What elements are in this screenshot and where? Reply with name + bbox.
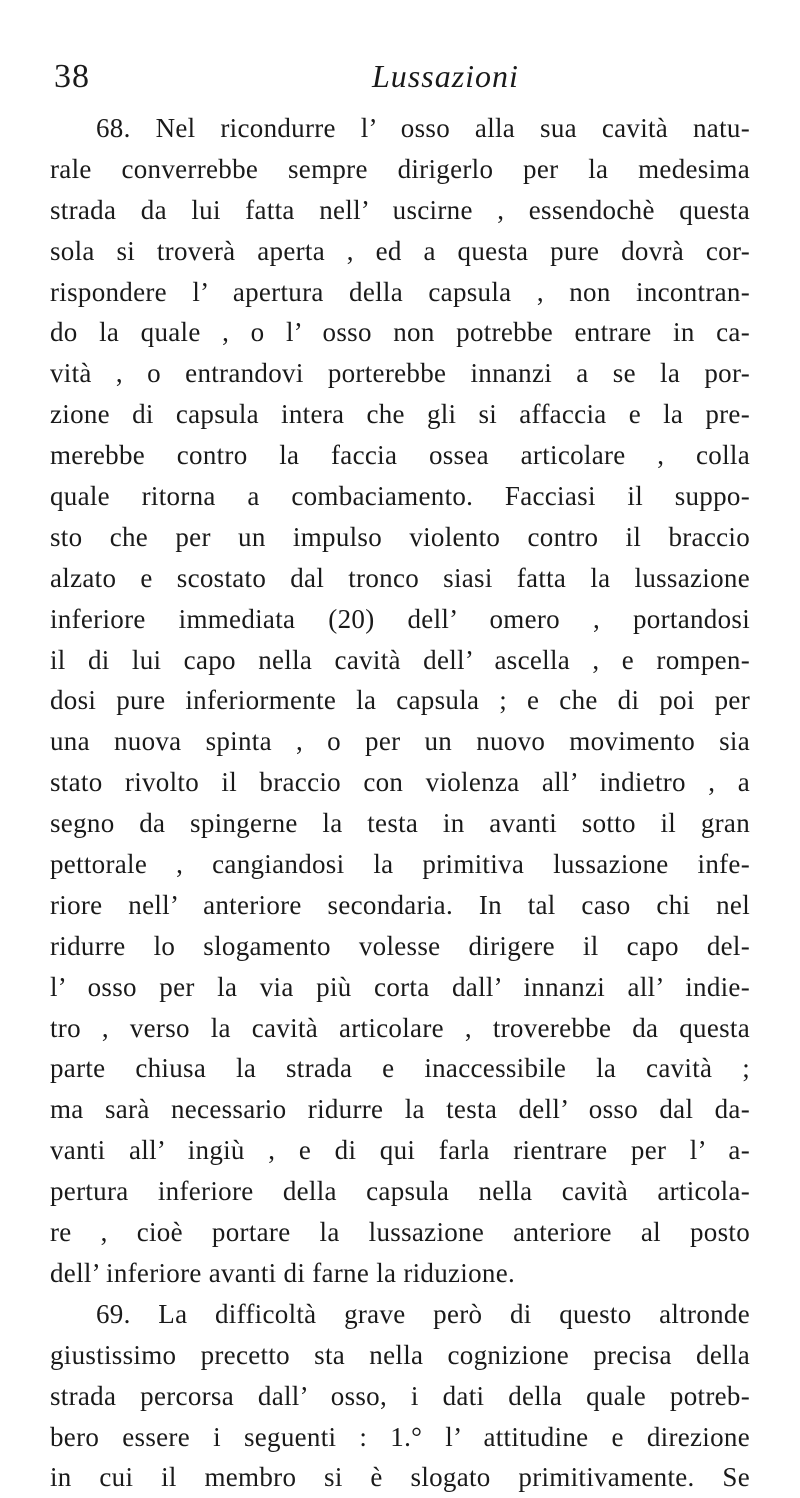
text-line: giustissimo precetto sta nella cognizione precisa della — [50, 1339, 750, 1370]
text-line: merebbe contro la faccia ossea articolare , colla — [50, 440, 750, 471]
text-line: 69. La difficoltà grave però di questo altronde — [96, 1298, 750, 1329]
text-line: bero essere i seguenti : 1.° l’ attitudine e direzione — [50, 1421, 750, 1452]
text-line: sto che per un impulso violento contro il braccio — [50, 521, 750, 552]
text-line: segno da spingerne la testa in avanti sotto il gran — [50, 808, 750, 839]
text-line: parte chiusa la strada e inaccessibile la cavità ; — [50, 1053, 750, 1084]
text-line: quale ritorna a combaciamento. Facciasi il suppo- — [50, 481, 750, 512]
text-line: sola si troverà aperta , ed a questa pure dovrà cor- — [50, 235, 750, 266]
text-line: 68. Nel ricondurre l’ osso alla sua cavità natu- — [96, 113, 750, 143]
text-line: rale converrebbe sempre dirigerlo per la medesima — [50, 153, 750, 184]
text-line: re , cioè portare la lussazione anteriore al posto — [50, 1217, 750, 1248]
text-line: l’ osso per la via più corta dall’ innanzi all’ indie- — [50, 971, 750, 1002]
text-line: tro , verso la cavità articolare , troverebbe da questa — [50, 1012, 750, 1043]
text-line: zione di capsula intera che gli si affaccia e la pre- — [50, 399, 750, 430]
text-line: in cui il membro si è slogato primitivamente. Se — [50, 1462, 750, 1493]
text-line: stato rivolto il braccio con violenza all’ indietro , a — [50, 767, 750, 798]
text-line: alzato e scostato dal tronco siasi fatta la lussazione — [50, 562, 750, 593]
text-line: do la quale , o l’ osso non potrebbe entrare in ca- — [50, 317, 750, 348]
text-line: una nuova spinta , o per un nuovo movimento sia — [50, 726, 750, 757]
text-line: vità , o entrandovi porterebbe innanzi a se la por- — [50, 358, 750, 389]
body-text — [50, 108, 750, 1498]
paragraph-68 — [50, 108, 750, 1294]
page-number: 38 — [54, 58, 90, 95]
text-line: pertura inferiore della capsula nella cavità articola- — [50, 1176, 750, 1207]
text-line: strada da lui fatta nell’ uscirne , essendochè questa — [50, 194, 750, 225]
page-header — [42, 58, 758, 108]
text-line: strada percorsa dall’ osso, i dati della quale potreb- — [50, 1380, 750, 1411]
running-title: Lussazioni — [372, 58, 519, 94]
text-line: inferiore immediata (20) dell’ omero , portandosi — [50, 603, 750, 634]
text-line: riore nell’ anteriore secondaria. In tal caso chi nel — [50, 889, 750, 920]
paragraph-69 — [50, 1294, 750, 1498]
text-line: ridurre lo slogamento volesse dirigere il capo del- — [50, 930, 750, 961]
text-line: dosi pure inferiormente la capsula ; e che di poi per — [50, 685, 750, 716]
text-line: il di lui capo nella cavità dell’ ascella , e rompen- — [50, 644, 750, 675]
text-line: vanti all’ ingiù , e di qui farla rientrare per l’ a- — [50, 1135, 750, 1166]
text-line: ma sarà necessario ridurre la testa dell’ osso dal da- — [50, 1094, 750, 1125]
text-line: dell’ inferiore avanti di farne la riduzione. — [50, 1257, 516, 1288]
text-line: pettorale , cangiandosi la primitiva lussazione infe- — [50, 849, 750, 880]
text-line: rispondere l’ apertura della capsula , non incontran- — [50, 276, 750, 307]
